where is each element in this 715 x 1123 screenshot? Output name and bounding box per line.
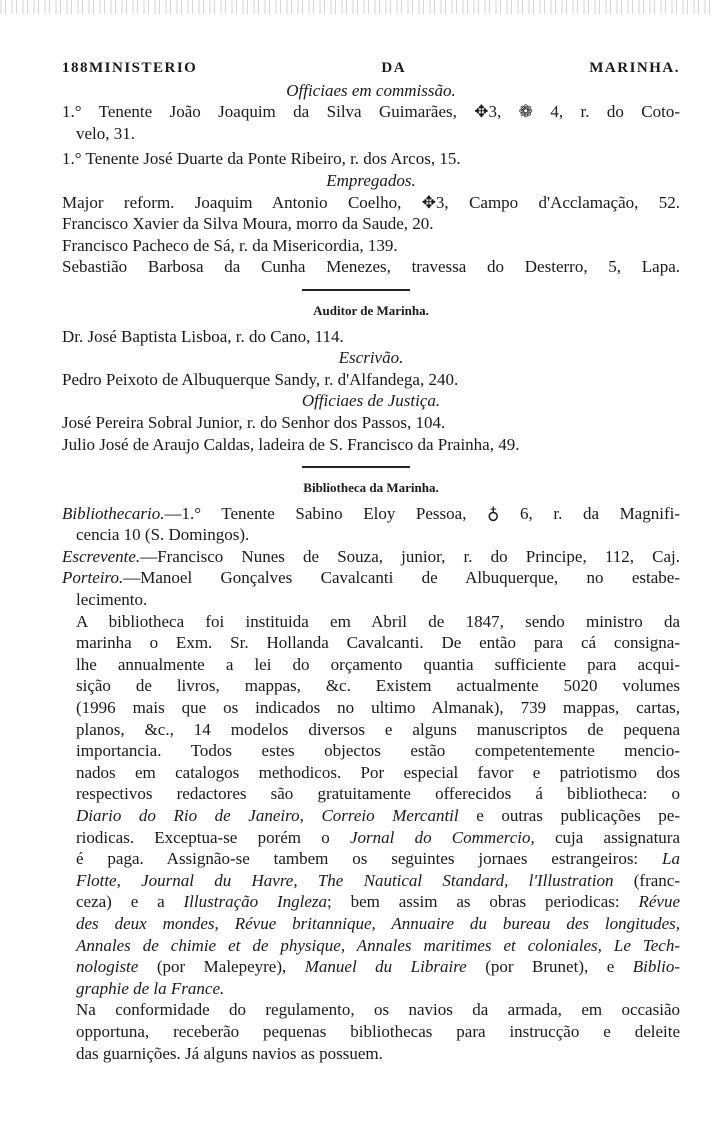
text-line — [62, 213, 680, 235]
text-segment: Francisco Pacheco de Sá, r. da Misericordia, 139. — [62, 235, 398, 255]
text-line — [62, 719, 680, 741]
text-line — [62, 762, 680, 784]
text-segment: e outras publicações pe- — [458, 806, 681, 825]
text-segment: (1996 mais que os indicados no ultimo Almanak), 739 mappas, cartas, — [76, 698, 680, 718]
text-line — [62, 805, 680, 827]
text-line — [62, 675, 680, 697]
text-segment: —1.° Tenente Sabino Eloy Pessoa, ♁ 6, r. da Magnifi- — [164, 503, 680, 523]
text-segment: —Francisco Nunes de Souza, junior, r. do Principe, 112, Caj. — [140, 546, 680, 566]
text-line — [62, 956, 680, 978]
scan-noise-band — [0, 0, 715, 14]
text-segment: Julio José de Araujo Caldas, ladeira de S. Francisco da Prainha, 49. — [62, 434, 520, 454]
text-segment: é paga. Assignão-se tambem os seguintes jornaes estrangeiros: — [76, 849, 663, 869]
text-line — [62, 740, 680, 762]
text-segment: Sebastião Barbosa da Cunha Menezes, travessa do Desterro, 5, Lapa. — [62, 257, 680, 277]
text-line — [62, 589, 680, 611]
text-segment: A bibliotheca foi instituida em Abril de 1847, sendo ministro da — [76, 611, 680, 631]
text-line — [62, 434, 680, 456]
text-segment: José Pereira Sobral Junior, r. do Senhor dos Passos, 104. — [62, 412, 446, 432]
text-line — [62, 783, 680, 805]
text-line — [62, 999, 680, 1021]
italic-text: Escrevente. — [62, 546, 141, 566]
text-segment: nados em catalogos methodicos. Por especial favor e patriotismo dos — [76, 762, 680, 782]
text-line — [62, 503, 680, 525]
document-page — [62, 58, 680, 1064]
text-line — [62, 524, 680, 546]
text-segment: ; bem assim as obras periodicas: — [327, 892, 639, 912]
text-line — [62, 546, 680, 568]
text-line — [62, 347, 680, 369]
text-line — [62, 654, 680, 676]
italic-text: Flotte, Journal du Havre, The Nautical Standard, l'Illustration — [76, 870, 614, 890]
text-line — [62, 235, 680, 257]
text-segment: riodicas. Exceptua-se porém o — [76, 827, 350, 847]
text-line — [62, 170, 680, 192]
text-segment: planos, &c., 14 modelos diversos e alguns manuscriptos de pequena — [76, 719, 680, 739]
italic-text: Officiaes em commissão. — [286, 80, 456, 100]
text-line — [62, 1043, 680, 1065]
text-line — [62, 192, 680, 214]
text-line — [62, 697, 680, 719]
text-line — [62, 1021, 680, 1043]
text-segment: marinha o Exm. Sr. Hollanda Cavalcanti. De então para cá consigna- — [76, 633, 680, 653]
text-segment: Francisco Xavier da Silva Moura, morro da Saude, 20. — [62, 214, 434, 234]
text-segment: Major reform. Joaquim Antonio Coelho, ✥3, Campo d'Acclamação, 52. — [62, 192, 680, 212]
italic-text: Biblio- — [632, 957, 680, 977]
section-divider — [62, 455, 680, 477]
text-line — [62, 870, 680, 892]
text-line — [62, 101, 680, 123]
text-segment: —Manoel Gonçalves Cavalcanti de Albuquerque, no estabe- — [123, 568, 680, 588]
italic-text: Empregados. — [326, 170, 416, 190]
bold-text: MINISTERIO DA MARINHA. — [89, 60, 680, 76]
italic-text: Révue — [638, 892, 680, 912]
text-line — [62, 611, 680, 633]
text-segment: cuja assignatura — [534, 827, 680, 847]
italic-text: Annales de chimie et de physique, Annales maritimes et coloniales, Le Tech- — [76, 935, 680, 955]
italic-text: graphie de la France. — [76, 978, 225, 998]
text-line — [62, 123, 680, 145]
italic-text: Officiaes de Justiça. — [301, 391, 441, 411]
text-segment: respectivos redactores são gratuitamente offerecidos á bibliotheca: o — [76, 784, 680, 804]
text-segment: Na conformidade do regulamento, os navios da armada, em occasião — [76, 1000, 680, 1020]
text-line — [62, 827, 680, 849]
italic-text: des deux mondes, Révue britannique, Annuaire du bureau des longitudes, — [76, 913, 680, 933]
text-line — [62, 369, 680, 391]
italic-text: Jornal do Commercio, — [349, 827, 535, 847]
italic-text: Escrivão. — [338, 348, 404, 368]
italic-text: nologiste — [76, 957, 139, 977]
text-segment: sição de livros, mappas, &c. Existem actualmente 5020 volumes — [76, 676, 680, 696]
text-line — [62, 978, 680, 1000]
text-segment: opportuna, receberão pequenas bibliothecas para instrucção e deleite — [76, 1021, 680, 1041]
italic-text: Porteiro. — [62, 568, 124, 588]
text-line — [62, 935, 680, 957]
bold-text: Auditor de Marinha. — [313, 302, 429, 318]
text-segment: 1.° Tenente José Duarte da Ponte Ribeiro, r. dos Arcos, 15. — [62, 149, 461, 169]
text-line — [62, 390, 680, 412]
text-line — [62, 412, 680, 434]
text-line — [62, 148, 680, 170]
text-segment: lhe annualmente a lei do orçamento quantia sufficiente para acqui- — [76, 654, 680, 674]
text-line — [62, 58, 680, 80]
italic-text: Diario do Rio de Janeiro, Correio Mercantil — [76, 806, 459, 825]
text-line — [62, 913, 680, 935]
bold-text: 188 — [62, 60, 89, 76]
text-segment: importancia. Todos estes objectos estão competentemente mencio- — [76, 741, 680, 761]
text-segment: (por Malepeyre), — [138, 957, 305, 977]
section-divider — [62, 278, 680, 300]
text-line — [62, 300, 680, 322]
text-segment: Pedro Peixoto de Albuquerque Sandy, r. d'Alfandega, 240. — [62, 369, 459, 389]
text-segment: cencia 10 (S. Domingos). — [76, 525, 250, 545]
italic-text: Bibliothecario. — [62, 503, 165, 523]
text-line — [62, 632, 680, 654]
text-segment: (por Brunet), e — [466, 957, 633, 977]
text-segment: das guarnições. Já alguns navios as possuem. — [76, 1043, 383, 1063]
italic-text: La — [662, 849, 680, 869]
text-segment: velo, 31. — [76, 123, 136, 143]
text-line — [62, 256, 680, 278]
text-segment: (franc- — [613, 870, 680, 890]
text-line — [62, 80, 680, 102]
italic-text: Illustração Ingleza — [183, 892, 328, 912]
italic-text: Manuel du Libraire — [304, 957, 467, 977]
text-line — [62, 891, 680, 913]
text-segment: Dr. José Baptista Lisboa, r. do Cano, 114. — [62, 326, 344, 346]
text-line — [62, 477, 680, 499]
bold-text: Bibliotheca da Marinha. — [303, 480, 439, 496]
text-line — [62, 848, 680, 870]
text-segment: lecimento. — [76, 590, 148, 610]
text-line — [62, 326, 680, 348]
text-line — [62, 567, 680, 589]
text-segment: ceza) e a — [76, 892, 184, 912]
text-segment: 1.° Tenente João Joaquim da Silva Guimarães, ✥3, ❁ 4, r. do Coto- — [62, 102, 680, 122]
